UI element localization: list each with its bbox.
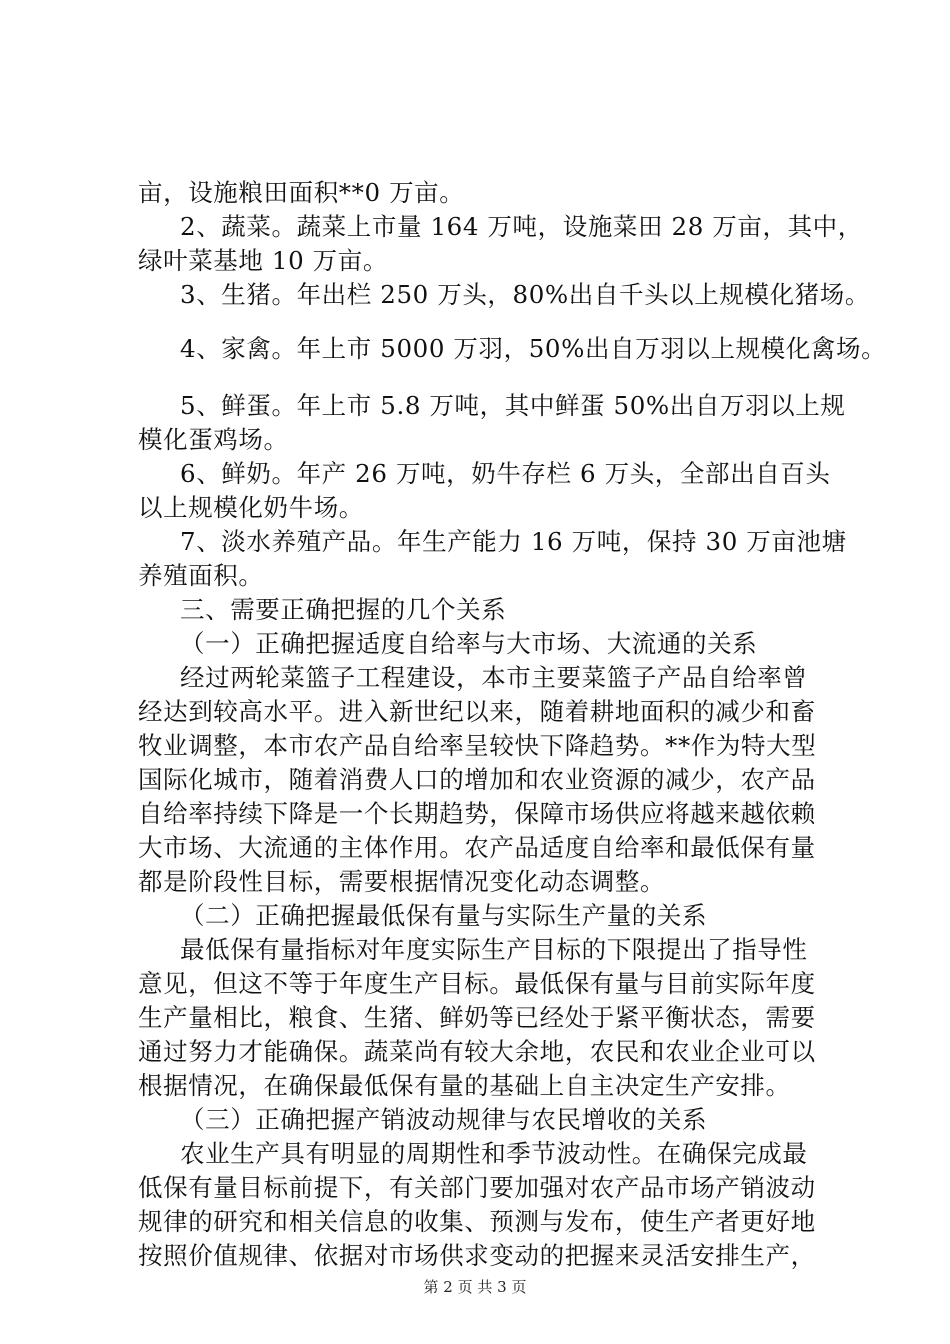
text-line: 农业生产具有明显的周期性和季节波动性。在确保完成最 bbox=[180, 1139, 808, 1168]
text-line: 通过努力才能确保。蔬菜尚有较大余地，农民和农业企业可以 bbox=[138, 1037, 816, 1066]
text-line: 大市场、大流通的主体作用。农产品适度自给率和最低保有量 bbox=[138, 833, 816, 862]
text-line: 最低保有量指标对年度实际生产目标的下限提出了指导性 bbox=[180, 935, 808, 964]
text-line: 经过两轮菜篮子工程建设，本市主要菜篮子产品自给率曾 bbox=[180, 663, 808, 692]
text-line: 规律的研究和相关信息的收集、预测与发布，使生产者更好地 bbox=[138, 1207, 816, 1236]
section-heading: 三、需要正确把握的几个关系 bbox=[180, 595, 507, 624]
text-line: 6、鲜奶。年产 26 万吨，奶牛存栏 6 万头，全部出自百头 bbox=[180, 459, 831, 488]
subsection-heading: （三）正确把握产销波动规律与农民增收的关系 bbox=[180, 1105, 708, 1134]
text-line: 自给率持续下降是一个长期趋势，保障市场供应将越来越依赖 bbox=[138, 799, 816, 828]
text-line: 7、淡水养殖产品。年生产能力 16 万吨，保持 30 万亩池塘 bbox=[180, 527, 847, 556]
text-line: 国际化城市，随着消费人口的增加和农业资源的减少，农产品 bbox=[138, 765, 816, 794]
text-line: 意见，但这不等于年度生产目标。最低保有量与目前实际年度 bbox=[138, 969, 816, 998]
text-line: 养殖面积。 bbox=[138, 561, 264, 590]
text-line: 牧业调整，本市农产品自给率呈较快下降趋势。**作为特大型 bbox=[138, 731, 817, 760]
subsection-heading: （二）正确把握最低保有量与实际生产量的关系 bbox=[180, 901, 708, 930]
text-line: 模化蛋鸡场。 bbox=[138, 425, 289, 454]
text-line: 低保有量目标前提下，有关部门要加强对农产品市场产销波动 bbox=[138, 1173, 816, 1202]
text-line: 根据情况，在确保最低保有量的基础上自主决定生产安排。 bbox=[138, 1071, 791, 1100]
text-line: 都是阶段性目标，需要根据情况变化动态调整。 bbox=[138, 867, 666, 896]
text-line: 5、鲜蛋。年上市 5.8 万吨，其中鲜蛋 50%出自万羽以上规 bbox=[180, 391, 846, 420]
text-line: 3、生猪。年出栏 250 万头，80%出自千头以上规模化猪场。 bbox=[180, 280, 870, 309]
text-line: 亩，设施粮田面积**0 万亩。 bbox=[138, 178, 465, 207]
text-line: 4、家禽。年上市 5000 万羽，50%出自万羽以上规模化禽场。 bbox=[180, 334, 887, 363]
text-line: 经达到较高水平。进入新世纪以来，随着耕地面积的减少和畜 bbox=[138, 697, 816, 726]
subsection-heading: （一）正确把握适度自给率与大市场、大流通的关系 bbox=[180, 629, 758, 658]
page-number-footer: 第 2 页 共 3 页 bbox=[423, 1278, 527, 1296]
text-line: 生产量相比，粮食、生猪、鲜奶等已经处于紧平衡状态，需要 bbox=[138, 1003, 816, 1032]
text-line: 以上规模化奶牛场。 bbox=[138, 493, 364, 522]
text-line: 按照价值规律、依据对市场供求变动的把握来灵活安排生产， bbox=[138, 1241, 816, 1270]
text-line: 绿叶菜基地 10 万亩。 bbox=[138, 246, 388, 275]
text-line: 2、蔬菜。蔬菜上市量 164 万吨，设施菜田 28 万亩，其中， bbox=[180, 212, 863, 241]
